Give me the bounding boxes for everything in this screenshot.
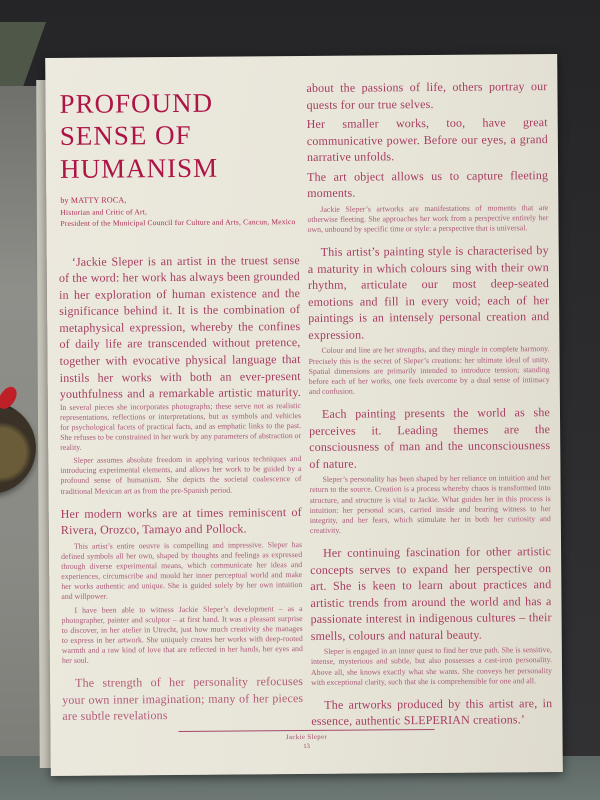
paragraph bbox=[59, 252, 302, 453]
paragraph-small-text: In several pieces she incorporates photographs; these serve not as realistic representations, reflections or interpretations, but as symbols and vehicles for psychological facets of practical facts, and as emphatic links to the past. She refuses to be constrained in her work by any parameters of abstraction or reality. bbox=[59, 400, 302, 453]
byline bbox=[60, 193, 299, 229]
paragraph: I have been able to witness Jackie Sleper’s development – as a photographer, painter and sculptor – at first hand. It was a pleasant surprise to discover, in her atelier in Utrecht, just how much creativity she manages to express in her artwork. She uniquely creates her works with deep-rooted warmth and a raw kind of love that are reflected in her hands, her eyes and her soul. bbox=[61, 603, 303, 666]
byline-affiliation: President of the Municipal Council for Culture and Arts, Cancun, Mexico bbox=[60, 217, 296, 229]
paragraph: Colour and line are her strengths, and they mingle in complete harmony. Precisely this is the secret of Sleper’s creations: her ultimate ideal of unity. Spatial dimensions are primarily intended to introduce tension; standing before each of her works, one feels overcome by a dual sense of intimacy and confusion. bbox=[308, 344, 550, 396]
page-number: 13 bbox=[303, 742, 310, 751]
paragraph: The artworks produced by this artist are, in essence, authentic SLEPERIAN creations.’ bbox=[311, 695, 553, 729]
paragraph: Her smaller works, too, have great communicative power. Before our eyes, a grand narrative unfolds. bbox=[306, 115, 548, 165]
byline-author: by MATTY ROCA, bbox=[60, 195, 127, 206]
left-column bbox=[57, 80, 303, 776]
paragraph: The strength of her personality refocuses your own inner imagination; many of her pieces are subtle revelations bbox=[62, 674, 304, 724]
right-column bbox=[306, 78, 552, 774]
paragraph: Her continuing fascination for other artistic concepts serves to expand her perspective on art. She is keen to learn about practices and artistic trends from around the world and has a passionate interest in indigenous cultures – their smells, colours and natural beauty. bbox=[310, 544, 552, 643]
article-title: PROFOUND SENSE OF HUMANISM bbox=[59, 87, 219, 184]
paragraph: This artist’s entire oeuvre is compelling and impressive. Sleper has defined symbols all her own, shaped by thoughts and feelings as expressed through diverse experimental means, which communicate her ideas and experiences, circumscribe and mould her inner perceptual world and make her works authentic and unique. She is guided solely by her own intuition and willpower. bbox=[61, 539, 303, 602]
page-footer bbox=[178, 729, 434, 751]
paragraph: Jackie Sleper’s artworks are manifestations of moments that are otherwise fleeting. She approaches her work from a perspective entirely her own, unbound by specific time or style: a perspective that is universal. bbox=[307, 202, 549, 235]
paragraph: Her modern works are at times reminiscent of Rivera, Orozco, Tamayo and Pollock. bbox=[60, 504, 302, 538]
footer-title: Jackie Sleper bbox=[285, 733, 328, 742]
page-content bbox=[45, 54, 563, 776]
paragraph: Sleper is engaged in an inner quest to find her true path. She is sensitive, intense, mysterious and subtle, but also possesses a cast-iron personality. Above all, she knows exactly what she wants. She conveys her personality with exceptional clarity, such that she is comprehensible for one and all. bbox=[310, 645, 553, 687]
paragraph: The art object allows us to capture fleeting moments. bbox=[307, 167, 549, 201]
paragraph: Sleper’s personality has been shaped by her reliance on intuition and her return to the source. Creation is a process whereby chaos is transformed into structure, and structure is vital to Jackie. What guides her in this process is intuition: her personal scars, carried inside and bearing witness to her integrity, and her fears, which stimulate her in both her curiosity and creativity. bbox=[309, 473, 551, 535]
byline-role: Historian and Critic of Art, bbox=[60, 207, 148, 218]
paragraph-lead-text: ‘Jackie Sleper is an artist in the truest sense of the word: her work has always been grounded in her exploration of human existence and the significance behind it. It is the combination of metaphysical expression, whereby the confines of daily life are transcended without pretence, together with evocative physical language that instils her works with both an ever-present youthfulness and a remarkable artistic maturity. bbox=[58, 252, 301, 401]
paragraph: Each painting presents the world as she perceives it. Leading themes are the consciousness of man and the unconsciousness of nature. bbox=[309, 405, 551, 471]
paragraph: about the passions of life, others portray our quests for our true selves. bbox=[306, 79, 548, 112]
paragraph: This artist’s painting style is characterised by a maturity in which colours sing with their own rhythm, articulate our most deep-seated emotions and fill in every void; each of her paintings is an intensely personal creation and expression. bbox=[307, 243, 550, 342]
paragraph: Sleper assumes absolute freedom in applying various techniques and introducing experimental elements, and allows her work to be guided by a profound sense of humanism. She depicts the societal coalescence of traditional Mexican art as from the pre-Spanish period. bbox=[60, 454, 302, 496]
magazine-page bbox=[45, 54, 563, 776]
